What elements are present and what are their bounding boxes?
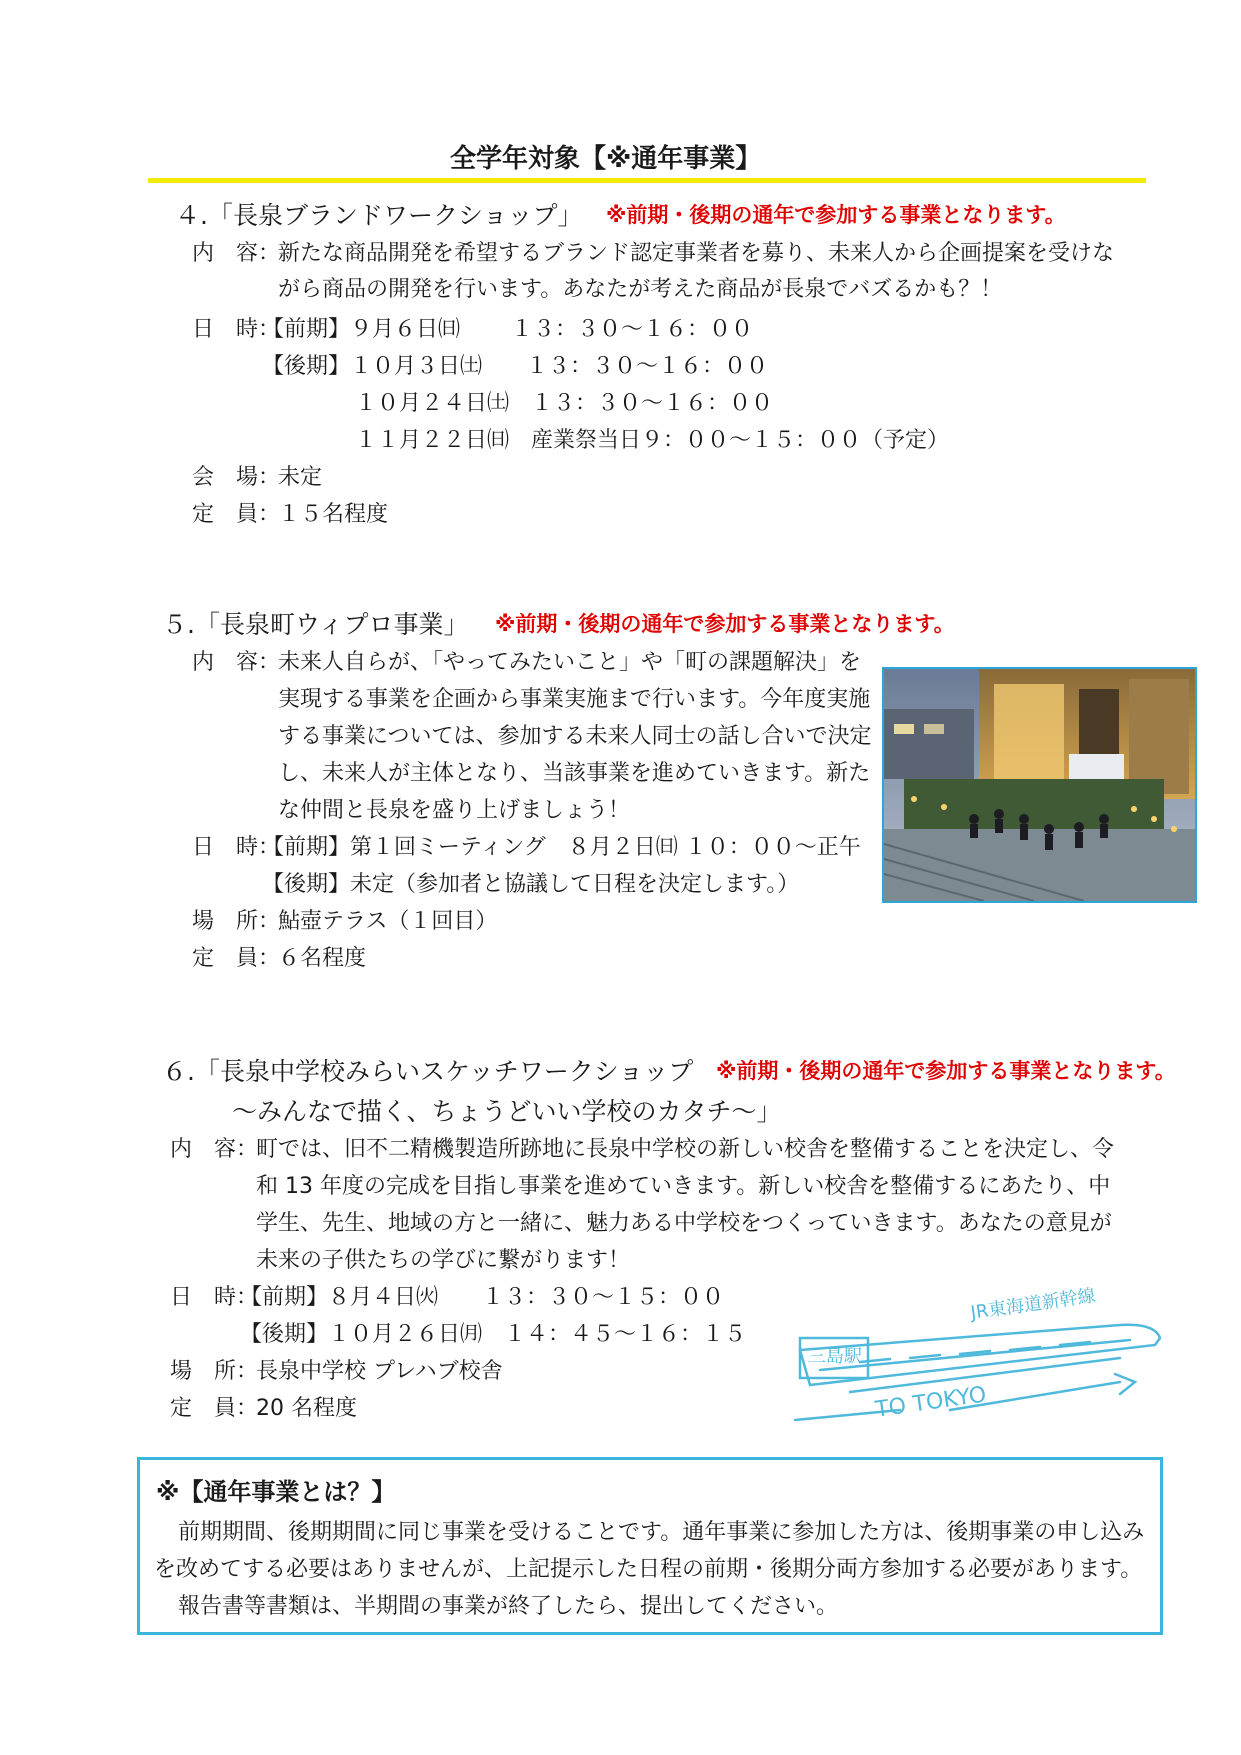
section-6-content-line: 学生、先生、地域の方と一緒に、魅力ある中学校をつくっていきます。あなたの意見が bbox=[256, 1211, 1112, 1236]
section-4-date-line: １０月２４日㈯ １３：３０～１６：００ bbox=[355, 391, 774, 416]
section-4-capacity-label: 定 員： bbox=[192, 502, 281, 527]
info-box-line: を改めてする必要はありませんが、上記提示した日程の前期・後期分両方参加する必要があります。 bbox=[154, 1557, 1143, 1582]
section-6-date-line: 【後期】１０月２６日㈪ １４：４５～１６：１５ bbox=[240, 1322, 747, 1347]
heading-underline bbox=[148, 178, 1146, 183]
line-name-label: JR東海道新幹線 bbox=[969, 1285, 1097, 1324]
section-4-note: ※前期・後期の通年で参加する事業となります。 bbox=[606, 203, 1066, 227]
section-5-content-line: 未来人自らが、「やってみたいこと」や「町の課題解決」を bbox=[278, 650, 862, 675]
section-6-date-line: 【前期】８月４日㈫ １３：３０～１５：００ bbox=[240, 1285, 725, 1310]
section-5-date-line: 【前期】第１回ミーティング ８月２日㈰ １０：００～正午 bbox=[262, 835, 861, 860]
section-5-content-line: し、未来人が主体となり、当該事業を進めていきます。新た bbox=[278, 761, 871, 786]
event-photo-illustration bbox=[884, 669, 1195, 901]
section-5-place: 鮎壺テラス（１回目） bbox=[278, 909, 498, 934]
section-6-note: ※前期・後期の通年で参加する事業となります。 bbox=[716, 1059, 1176, 1083]
section-5-content-line: な仲間と長泉を盛り上げましょう！ bbox=[278, 798, 631, 823]
shinkansen-illustration bbox=[790, 1285, 1170, 1440]
direction-label: TO TOKYO bbox=[873, 1382, 988, 1423]
section-4-content-label: 内 容： bbox=[192, 241, 281, 266]
section-4-date-line: 【後期】１０月３日㈯ １３：３０～１６：００ bbox=[262, 354, 769, 379]
section-4-venue: 未定 bbox=[278, 465, 323, 490]
section-6-date-label: 日 時： bbox=[170, 1285, 259, 1310]
section-6-title: ６.「長泉中学校みらいスケッチワークショップ bbox=[162, 1057, 694, 1086]
section-6-place-label: 場 所： bbox=[170, 1359, 259, 1384]
section-4-content-line: 新たな商品開発を希望するブランド認定事業者を募り、未来人から企画提案を受けな bbox=[278, 241, 1115, 266]
section-6-subtitle: ～みんなで描く、ちょうどいい学校のカタチ～」 bbox=[232, 1097, 782, 1126]
section-5-note: ※前期・後期の通年で参加する事業となります。 bbox=[495, 612, 955, 636]
section-5-content-line: 実現する事業を企画から事業実施まで行います。今年度実施 bbox=[278, 687, 871, 712]
section-5-content-label: 内 容： bbox=[192, 650, 281, 675]
section-5-title: ５.「長泉町ウィプロ事業」 bbox=[162, 610, 469, 639]
info-box bbox=[137, 1457, 1163, 1635]
info-box-line: 前期期間、後期期間に同じ事業を受けることです。通年事業に参加した方は、後期事業の申し込み bbox=[178, 1520, 1145, 1545]
section-4-title: ４.「長泉ブランドワークショップ」 bbox=[175, 201, 583, 230]
section-5-date-label: 日 時： bbox=[192, 835, 281, 860]
section-6-content-line: 未来の子供たちの学びに繋がります！ bbox=[256, 1248, 631, 1273]
section-4-venue-label: 会 場： bbox=[192, 465, 281, 490]
section-6-capacity: 20 名程度 bbox=[256, 1396, 357, 1421]
section-5-place-label: 場 所： bbox=[192, 909, 281, 934]
event-photo bbox=[882, 667, 1197, 903]
section-5-capacity: ６名程度 bbox=[278, 946, 367, 971]
page-title: 全学年対象【※通年事業】 bbox=[450, 144, 762, 174]
section-5-date-line: 【後期】未定（参加者と協議して日程を決定します。） bbox=[262, 872, 800, 897]
section-4-date-line: １１月２２日㈰ 産業祭当日９：００～１５：００（予定） bbox=[355, 428, 950, 453]
info-box-title: ※【通年事業とは？】 bbox=[156, 1478, 396, 1506]
section-4-date-line: 【前期】９月６日㈰ １３：３０～１６：００ bbox=[262, 317, 753, 342]
info-box-line: 報告書等書類は、半期間の事業が終了したら、提出してください。 bbox=[178, 1594, 839, 1619]
section-5-capacity-label: 定 員： bbox=[192, 946, 281, 971]
section-6-capacity-label: 定 員： bbox=[170, 1396, 259, 1421]
section-6-place: 長泉中学校 プレハブ校舎 bbox=[256, 1359, 503, 1384]
section-5-content-line: する事業については、参加する未来人同士の話し合いで決定 bbox=[278, 724, 872, 749]
station-label: 三島駅 bbox=[808, 1346, 862, 1367]
section-6-content-line: 和 13 年度の完成を目指し事業を進めていきます。新しい校舎を整備するにあたり、中 bbox=[256, 1174, 1111, 1199]
section-4-date-label: 日 時： bbox=[192, 317, 281, 342]
section-4-capacity: １５名程度 bbox=[278, 502, 389, 527]
section-6-content-label: 内 容： bbox=[170, 1137, 259, 1162]
section-4-content-line: がら商品の開発を行います。あなたが考えた商品が長泉でバズるかも？！ bbox=[278, 277, 1003, 302]
section-6-content-line: 町では、旧不二精機製造所跡地に長泉中学校の新しい校舎を整備することを決定し、令 bbox=[256, 1137, 1115, 1162]
